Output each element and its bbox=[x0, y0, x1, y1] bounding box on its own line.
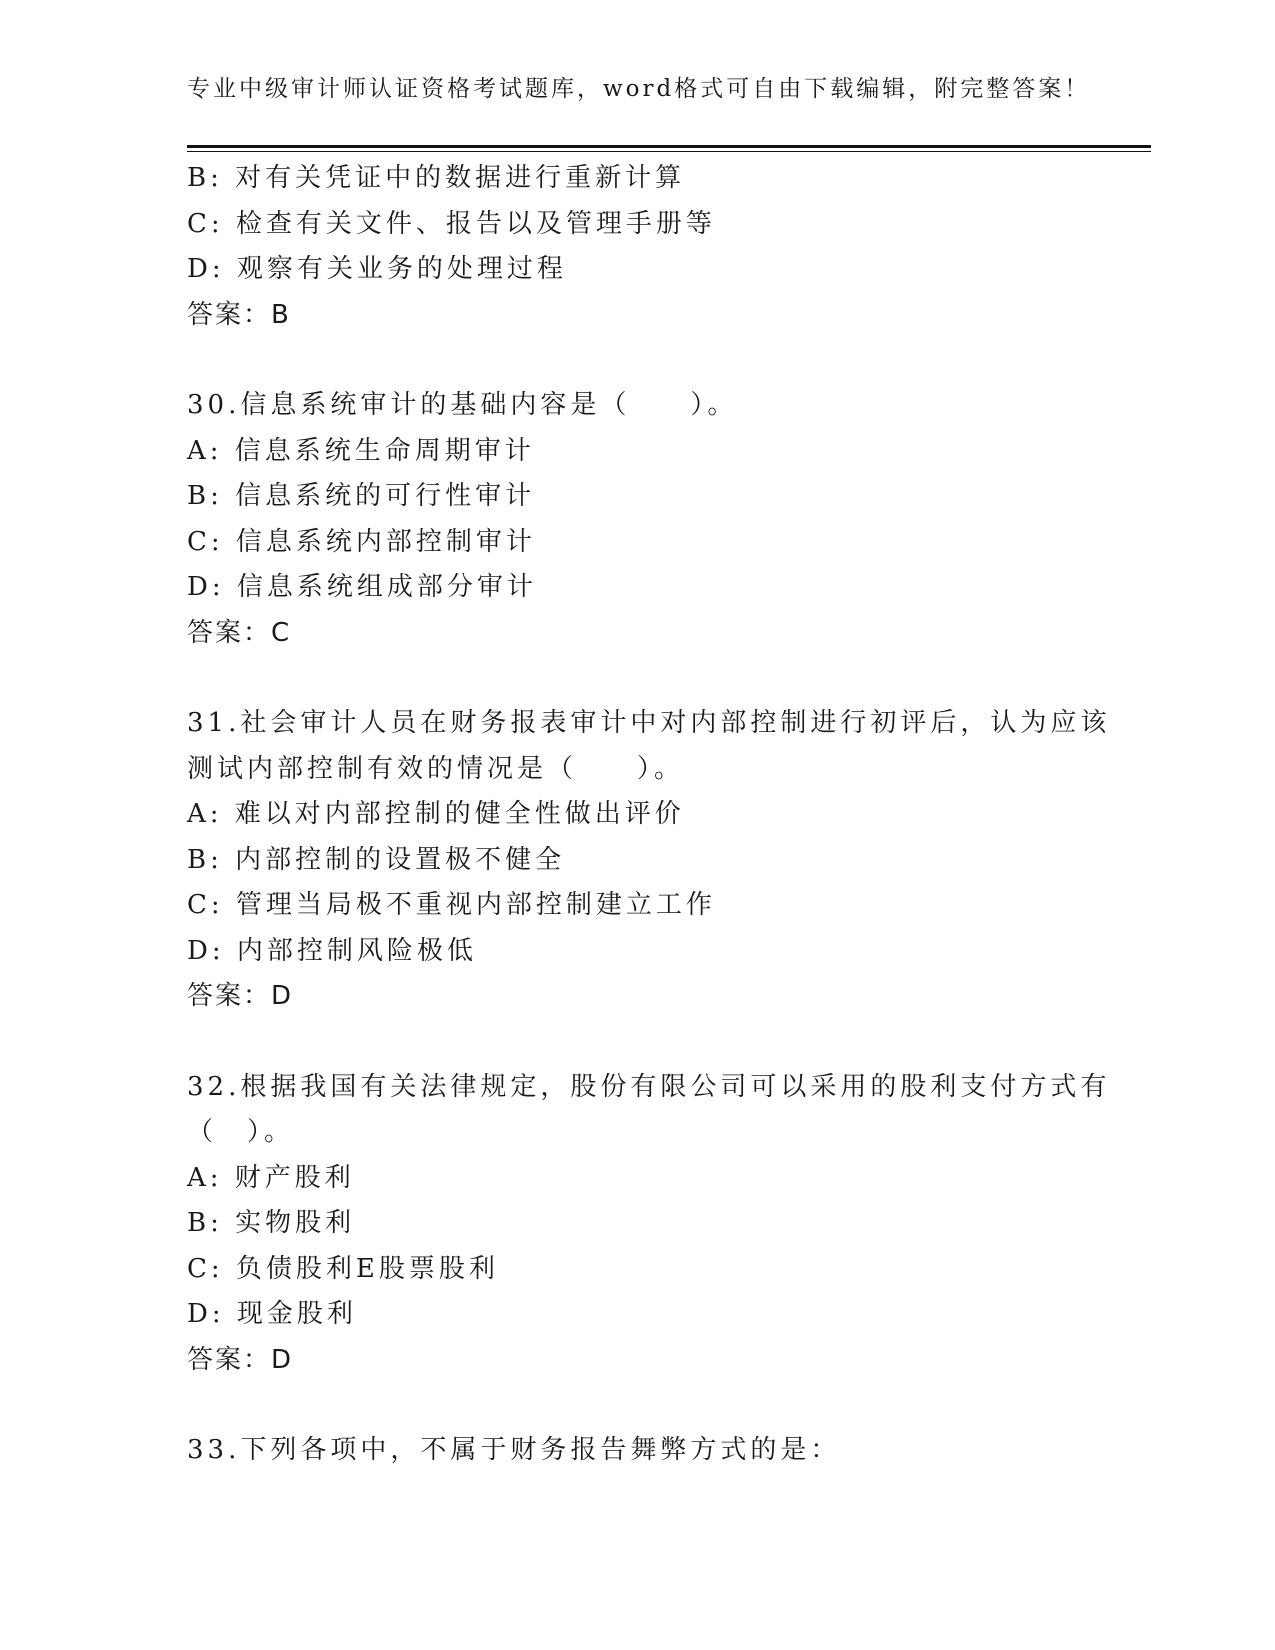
prev-question-block bbox=[187, 156, 1087, 338]
option-a: A: 信息系统生命周期审计 bbox=[187, 435, 535, 466]
question-stem: 30.信息系统审计的基础内容是（ ）。 bbox=[187, 390, 738, 420]
answer-line: 答案：D bbox=[187, 1344, 294, 1375]
question-stem-cont: 测试内部控制有效的情况是（ ）。 bbox=[187, 753, 685, 784]
question-stem: 31.社会审计人员在财务报表审计中对内部控制进行初评后，认为应该 bbox=[187, 708, 1111, 738]
option-c: C: 负债股利E股票股利 bbox=[187, 1253, 499, 1284]
page-header: 专业中级审计师认证资格考试题库，word格式可自由下载编辑，附完整答案！ bbox=[187, 76, 1091, 102]
question-31 bbox=[187, 701, 1111, 1020]
answer-line: 答案：D bbox=[187, 981, 294, 1011]
question-32 bbox=[187, 1065, 1111, 1384]
option-c: C: 检查有关文件、报告以及管理手册等 bbox=[187, 208, 716, 239]
question-33 bbox=[187, 1428, 1087, 1474]
option-b: B: 信息系统的可行性审计 bbox=[187, 481, 536, 511]
option-c: C: 管理当局极不重视内部控制建立工作 bbox=[187, 890, 716, 920]
option-b: B: 对有关凭证中的数据进行重新计算 bbox=[187, 163, 686, 193]
option-a: A: 难以对内部控制的健全性做出评价 bbox=[187, 799, 685, 829]
option-a: A: 财产股利 bbox=[187, 1162, 355, 1193]
question-stem: 32.根据我国有关法律规定，股份有限公司可以采用的股利支付方式有 bbox=[187, 1071, 1111, 1102]
answer-line: 答案：C bbox=[187, 617, 292, 648]
option-d: D: 现金股利 bbox=[187, 1299, 357, 1329]
document-body bbox=[187, 156, 1111, 1474]
question-stem-cont: （ ）。 bbox=[187, 1117, 295, 1147]
answer-line: 答案：B bbox=[187, 299, 291, 330]
option-d: D: 观察有关业务的处理过程 bbox=[187, 254, 567, 284]
option-d: D: 内部控制风险极低 bbox=[187, 935, 477, 966]
option-c: C: 信息系统内部控制审计 bbox=[187, 526, 536, 557]
option-b: B: 实物股利 bbox=[187, 1208, 356, 1238]
option-d: D: 信息系统组成部分审计 bbox=[187, 572, 537, 602]
question-30 bbox=[187, 383, 1087, 656]
header-divider bbox=[187, 145, 1151, 152]
option-b: B: 内部控制的设置极不健全 bbox=[187, 844, 566, 875]
question-stem: 33.下列各项中，不属于财务报告舞弊方式的是： bbox=[187, 1435, 841, 1465]
